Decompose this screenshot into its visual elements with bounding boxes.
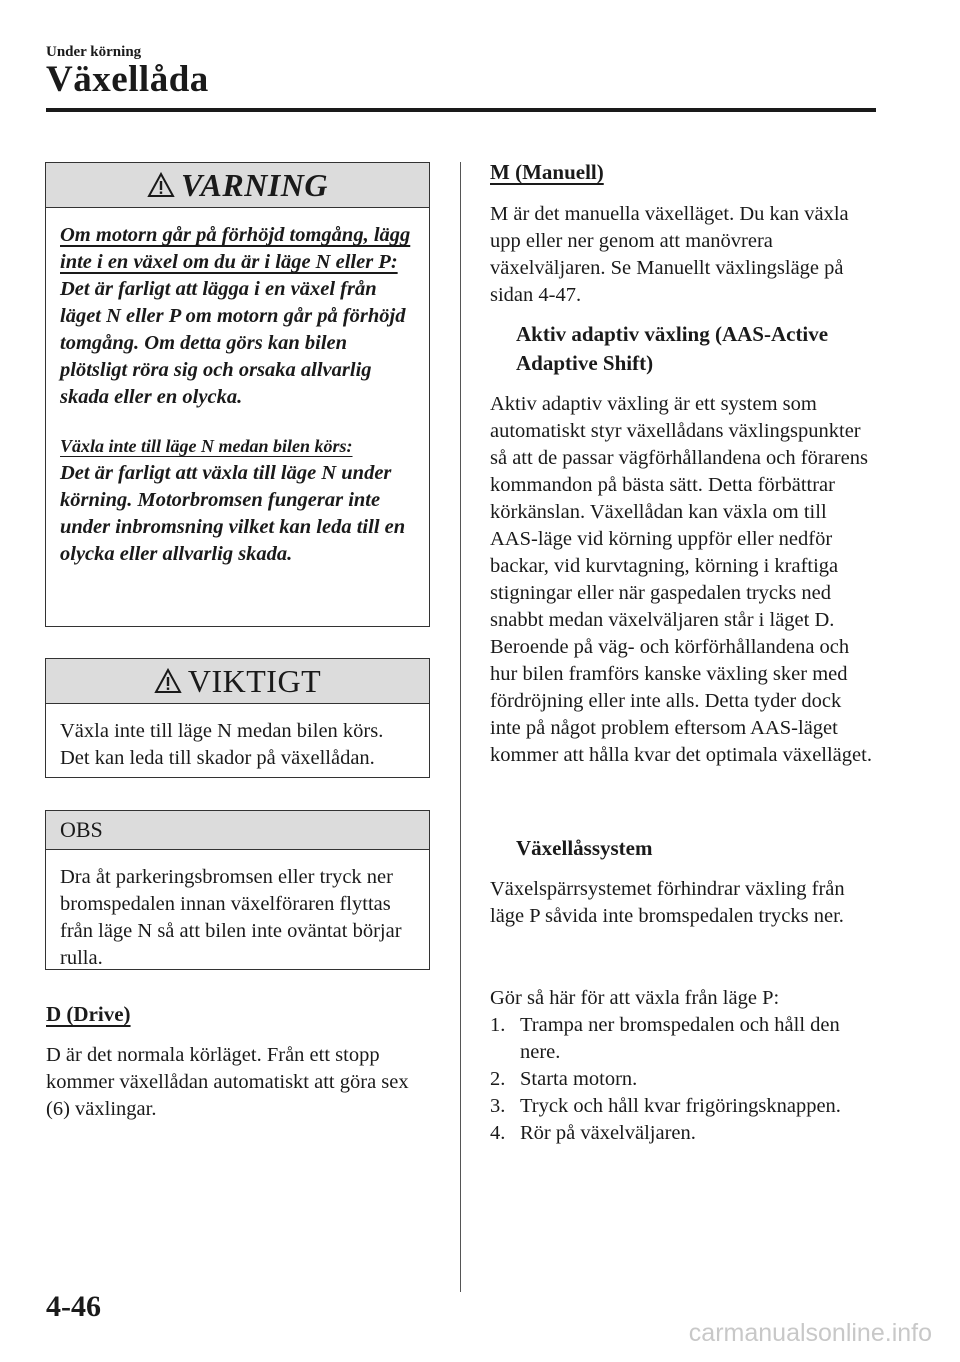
page-title: Växellåda: [46, 59, 209, 100]
aas-heading: Aktiv adaptiv växling (AAS-Active Adaptive Shift): [516, 322, 829, 375]
important-header: [46, 659, 429, 704]
drive-text: D är det normala körläget. Från ett stopp kommer växellådan automatiskt att göra sex (6) växlingar.: [46, 1044, 409, 1120]
warning-box: [45, 162, 430, 627]
list-item: 1. Trampa ner bromspedalen och håll den nere.: [490, 1014, 840, 1063]
manual-text: M är det manuella växelläget. Du kan växla upp eller ner genom att manövrera växelväljaren. Se Manuellt växlingsläge på sidan 4-47.: [490, 203, 849, 306]
caution-triangle-icon: [154, 668, 182, 694]
header-rule: [46, 108, 876, 112]
warning-triangle-icon: [147, 172, 175, 198]
lock-steps: [490, 1012, 880, 1147]
list-item: 4. Rör på växelväljaren.: [490, 1122, 696, 1144]
note-header: [46, 811, 429, 850]
warning-title: VARNING: [181, 166, 328, 203]
drive-heading: D (Drive): [46, 1002, 131, 1026]
important-text: Växla inte till läge N medan bilen körs. Det kan leda till skador på växellådan.: [60, 720, 384, 769]
note-title: OBS: [60, 817, 103, 842]
note-box: [45, 810, 430, 970]
lock-heading: Växellåssystem: [516, 836, 653, 860]
list-item: 3. Tryck och håll kvar frigöringsknappen.: [490, 1095, 841, 1117]
warning-item2-text: Det är farligt att växla till läge N under körning. Motorbromsen fungerar inte under inbromsning vilket kan leda till en olycka eller allvarlig skada.: [60, 462, 406, 565]
list-item: 2. Starta motorn.: [490, 1068, 638, 1090]
warning-body: [46, 208, 429, 584]
note-text: Dra åt parkeringsbromsen eller tryck ner bromspedalen innan växelföraren flyttas från läge N så att bilen inte oväntat börjar rulla.: [60, 866, 402, 969]
warning-item2-heading: Växla inte till läge N medan bilen körs:: [60, 436, 353, 456]
manual-heading: M (Manuell): [490, 160, 604, 184]
page-number: 4-46: [46, 1290, 101, 1323]
lock-intro: Gör så här för att växla från läge P:: [490, 987, 780, 1009]
warning-item1-heading: Om motorn går på förhöjd tomgång, lägg inte i en växel om du är i läge N eller P:: [60, 224, 411, 273]
important-title: VIKTIGT: [187, 662, 322, 699]
watermark: carmanualsonline.info: [688, 1319, 932, 1347]
lock-text: Växelspärrsystemet förhindrar växling från läge P såvida inte bromspedalen trycks ner.: [490, 878, 845, 927]
column-divider: [460, 162, 461, 1292]
aas-text: Aktiv adaptiv växling är ett system som automatiskt styr växellådans växlingspunkter så att de passar vägförhållandena och förarens kommandon på bästa sätt. Detta förbättrar körkänslan. Växellådan kan växla om till AAS-läge vid körning uppför eller nedför backar, vid kurvtagning, körning i kraftiga stigningar eller när gaspedalen trycks ned snabbt medan växelväljaren står i läget D. Beroende på väg- och körförhållandena och hur bilen framförs kanske växling sker med fördröjning eller inte alls. Detta tyder dock inte på något problem eftersom AAS-läget kommer att hålla kvar det optimala växelläget.: [490, 393, 872, 766]
warning-item1-text: Det är farligt att lägga i en växel från läget N eller P om motorn går på förhöjd tomgång. Om detta görs kan bilen plötsligt röra sig och orsaka allvarlig skada eller en olycka.: [60, 278, 406, 408]
important-box: [45, 658, 430, 778]
warning-header: [46, 163, 429, 208]
section-label: Under körning: [46, 44, 142, 60]
